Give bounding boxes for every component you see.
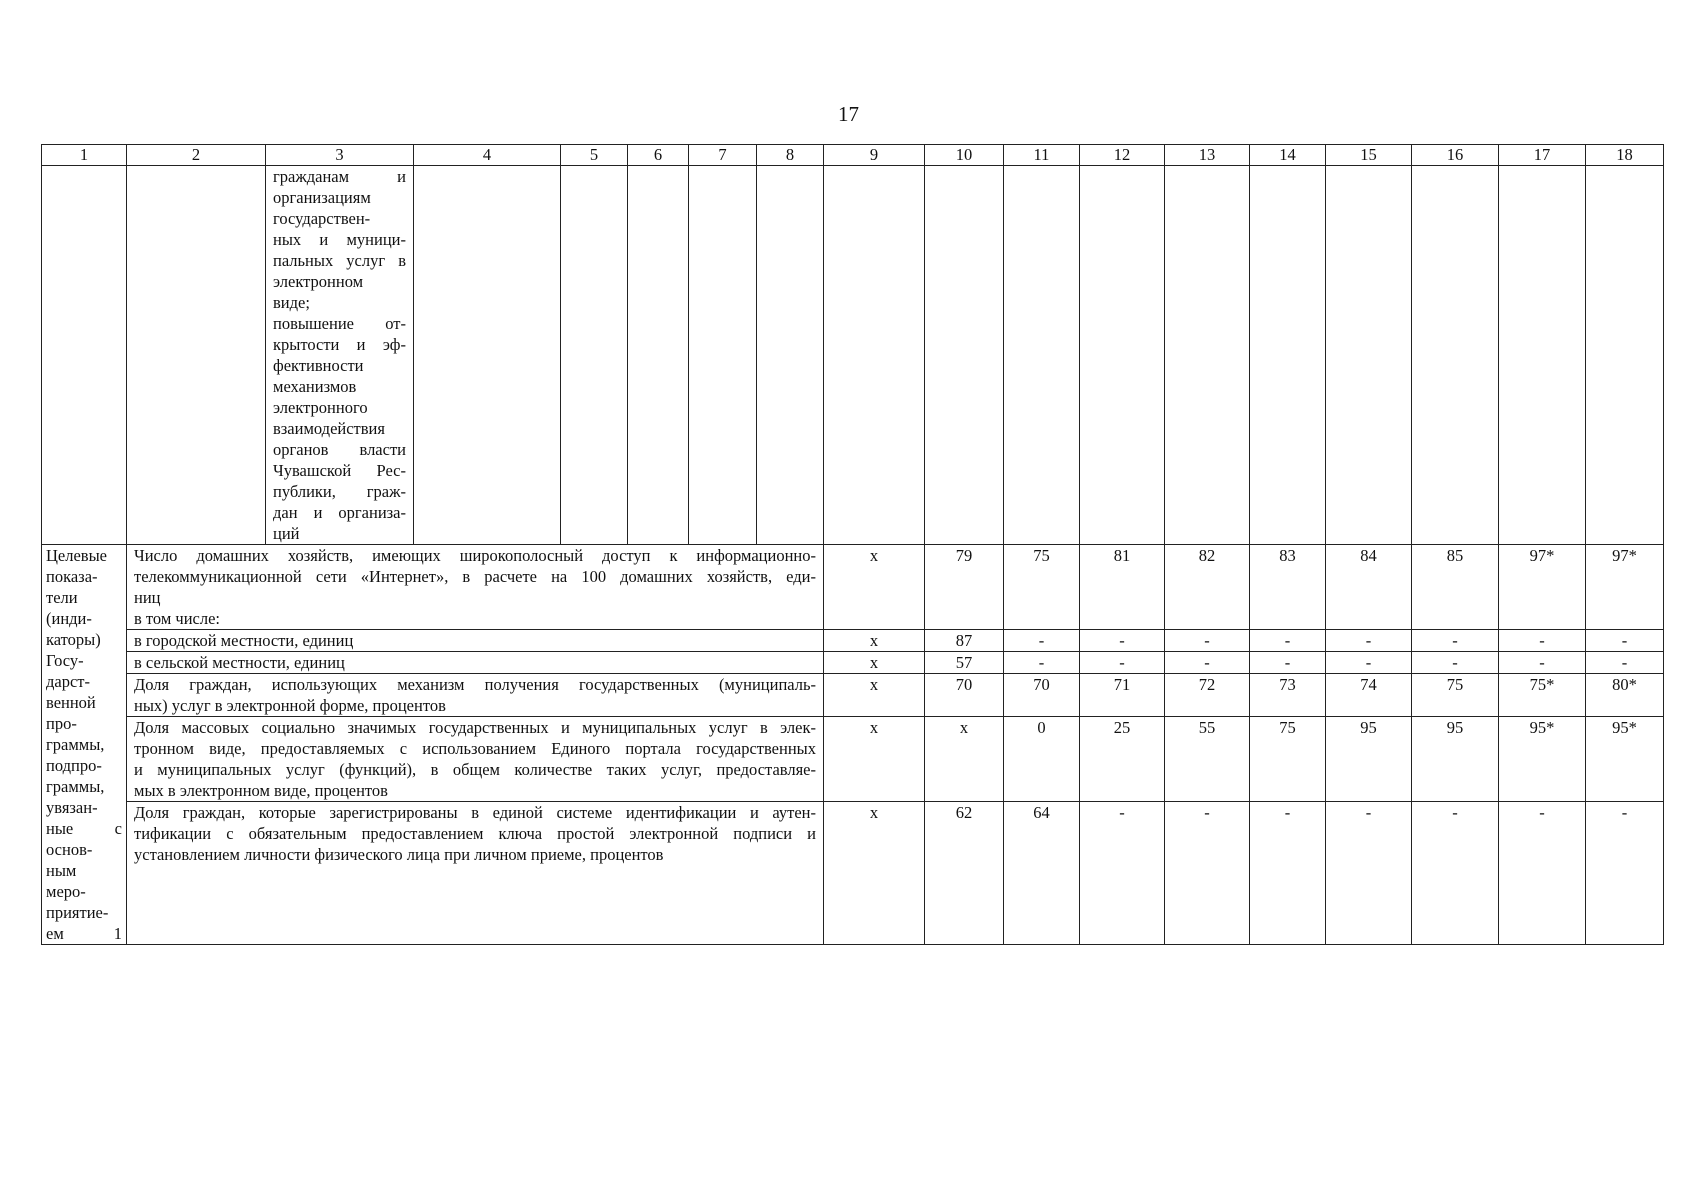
indicator-value: х — [824, 545, 925, 630]
indicator-value: 70 — [1004, 674, 1080, 717]
indicators-label-line: показа- — [46, 567, 98, 586]
indicator-description — [127, 674, 824, 717]
indicator-value: 79 — [925, 545, 1004, 630]
indicator-value: - — [1004, 652, 1080, 674]
empty-cell — [1004, 166, 1080, 545]
indicator-value: 83 — [1250, 545, 1326, 630]
continuation-row — [42, 166, 1664, 545]
page-number: 17 — [838, 102, 859, 126]
indicator-description-line: тификации с обязательным предоставлением ключа простой электронной подписи и — [134, 824, 816, 843]
indicator-value: - — [1412, 630, 1499, 652]
indicator-description — [127, 545, 824, 630]
indicator-value: 95 — [1326, 717, 1412, 802]
column-number-header: 12 — [1080, 145, 1165, 166]
goal-text-line: Чувашской Рес- — [273, 461, 406, 480]
indicator-value: - — [1326, 630, 1412, 652]
indicator-value: 25 — [1080, 717, 1165, 802]
column-number-header: 6 — [628, 145, 689, 166]
indicator-value: 82 — [1165, 545, 1250, 630]
column-number-header: 13 — [1165, 145, 1250, 166]
empty-cell — [127, 166, 266, 545]
indicator-description-line: в сельской местности, единиц — [134, 653, 345, 672]
indicator-value: - — [1250, 652, 1326, 674]
goal-text-line: электронном — [273, 272, 364, 291]
indicator-description-line: и муниципальных услуг (функций), в общем количестве таких услуг, предоставляе- — [134, 760, 816, 779]
indicator-value: 97* — [1499, 545, 1586, 630]
indicator-value: 95* — [1586, 717, 1664, 802]
indicators-label-line: ным — [46, 861, 77, 880]
indicator-value: - — [1326, 802, 1412, 945]
indicators-label-line: меро- — [46, 882, 86, 901]
indicators-label-line: тели — [46, 588, 78, 607]
indicator-value: 85 — [1412, 545, 1499, 630]
indicator-value: 71 — [1080, 674, 1165, 717]
indicator-value: - — [1586, 630, 1664, 652]
indicator-row — [42, 717, 1664, 802]
indicator-value: х — [824, 717, 925, 802]
column-number-header: 2 — [127, 145, 266, 166]
indicator-value: х — [824, 630, 925, 652]
indicator-row — [42, 652, 1664, 674]
indicator-value: 84 — [1326, 545, 1412, 630]
indicators-label-line: граммы, — [46, 777, 105, 796]
indicator-description — [127, 630, 824, 652]
column-number-header: 14 — [1250, 145, 1326, 166]
indicators-label-line: увязан- — [46, 798, 98, 817]
indicator-value: х — [824, 652, 925, 674]
indicators-label-cell — [42, 545, 127, 945]
indicator-value: 95* — [1499, 717, 1586, 802]
indicator-value: - — [1250, 630, 1326, 652]
empty-cell — [1499, 166, 1586, 545]
indicator-value: х — [925, 717, 1004, 802]
goal-text-line: организациям — [273, 188, 371, 207]
indicator-value: - — [1165, 652, 1250, 674]
indicator-value: - — [1165, 802, 1250, 945]
goal-text-line: виде; — [273, 293, 310, 312]
goal-text-line: дан и организа- — [273, 503, 406, 522]
empty-cell — [628, 166, 689, 545]
column-number-header: 11 — [1004, 145, 1080, 166]
indicator-value: 70 — [925, 674, 1004, 717]
goal-text-line: механизмов — [273, 377, 357, 396]
indicators-label-line: ем 1 — [46, 924, 122, 943]
empty-cell — [824, 166, 925, 545]
column-number-header: 1 — [42, 145, 127, 166]
indicator-value: 97* — [1586, 545, 1664, 630]
column-number-header: 10 — [925, 145, 1004, 166]
indicator-value: - — [1499, 652, 1586, 674]
indicator-row — [42, 674, 1664, 717]
goal-text-line: ных и муници- — [273, 230, 406, 249]
indicator-description-line: Доля граждан, которые зарегистрированы в единой системе идентификации и аутен- — [134, 803, 816, 822]
column-number-header: 18 — [1586, 145, 1664, 166]
indicator-value: х — [824, 802, 925, 945]
indicators-table — [41, 144, 1664, 945]
indicator-value: - — [1080, 630, 1165, 652]
goal-text-line: фективности — [273, 356, 364, 375]
indicator-description-line: Число домашних хозяйств, имеющих широкополосный доступ к информационно- — [134, 546, 816, 565]
indicator-value: 75 — [1250, 717, 1326, 802]
empty-cell — [561, 166, 628, 545]
goal-text-line: электронного — [273, 398, 368, 417]
indicators-label-line: ные с — [46, 819, 122, 838]
empty-cell — [1586, 166, 1664, 545]
indicator-value: - — [1586, 802, 1664, 945]
indicator-value: - — [1004, 630, 1080, 652]
indicator-description-line: мых в электронном виде, процентов — [134, 781, 388, 800]
indicator-description-line: Доля граждан, использующих механизм получения государственных (муниципаль- — [134, 675, 816, 694]
empty-cell — [1080, 166, 1165, 545]
indicators-label-line: дарст- — [46, 672, 90, 691]
indicator-value: - — [1412, 652, 1499, 674]
indicator-description-line: в том числе: — [134, 609, 221, 628]
indicator-description — [127, 717, 824, 802]
indicators-label-line: про- — [46, 714, 77, 733]
indicator-description-line: в городской местности, единиц — [134, 631, 354, 650]
indicator-value: - — [1250, 802, 1326, 945]
indicator-value: 73 — [1250, 674, 1326, 717]
goal-text-line: взаимодействия — [273, 419, 385, 438]
empty-cell — [1326, 166, 1412, 545]
indicator-value: 75 — [1412, 674, 1499, 717]
indicator-description-line: Доля массовых социально значимых государственных и муниципальных услуг в элек- — [134, 718, 816, 737]
column-number-header: 15 — [1326, 145, 1412, 166]
indicator-value: 72 — [1165, 674, 1250, 717]
indicators-label-line: основ- — [46, 840, 93, 859]
indicator-description-line: ных) услуг в электронной форме, процентов — [134, 696, 446, 715]
column-number-header: 9 — [824, 145, 925, 166]
goal-text-line: ций — [273, 524, 300, 543]
indicators-label-line: граммы, — [46, 735, 105, 754]
indicators-label-line: венной — [46, 693, 96, 712]
indicator-row — [42, 545, 1664, 630]
indicator-value: - — [1499, 630, 1586, 652]
goal-text-line: гражданам и — [273, 167, 406, 186]
indicator-description — [127, 802, 824, 945]
column-number-header: 4 — [414, 145, 561, 166]
goal-text-line: пальных услуг в — [273, 251, 406, 270]
indicator-value: 81 — [1080, 545, 1165, 630]
indicator-value: - — [1080, 802, 1165, 945]
empty-cell — [1412, 166, 1499, 545]
indicator-value: 55 — [1165, 717, 1250, 802]
indicators-label-line: каторы) — [46, 630, 101, 649]
indicator-description — [127, 652, 824, 674]
indicators-label-line: Госу- — [46, 651, 84, 670]
goal-text-line: органов власти — [273, 440, 406, 459]
empty-cell — [1165, 166, 1250, 545]
indicator-value: - — [1586, 652, 1664, 674]
indicator-value: - — [1326, 652, 1412, 674]
indicator-value: 57 — [925, 652, 1004, 674]
indicator-value: - — [1165, 630, 1250, 652]
indicator-value: 74 — [1326, 674, 1412, 717]
goal-text-cell — [266, 166, 414, 545]
indicators-label-line: подпро- — [46, 756, 102, 775]
goal-text-line: повышение от- — [273, 314, 406, 333]
indicator-value: 75 — [1004, 545, 1080, 630]
indicators-label-line: (инди- — [46, 609, 92, 628]
empty-cell — [414, 166, 561, 545]
indicator-value: 64 — [1004, 802, 1080, 945]
indicator-value: х — [824, 674, 925, 717]
indicator-value: - — [1412, 802, 1499, 945]
column-number-header: 16 — [1412, 145, 1499, 166]
indicators-label-line: Целевые — [46, 546, 107, 565]
indicator-row — [42, 802, 1664, 945]
empty-cell — [689, 166, 757, 545]
column-number-header: 7 — [689, 145, 757, 166]
indicator-value: - — [1499, 802, 1586, 945]
indicator-value: 75* — [1499, 674, 1586, 717]
goal-text-line: публики, граж- — [273, 482, 406, 501]
header-row — [42, 145, 1664, 166]
column-number-header: 17 — [1499, 145, 1586, 166]
goal-text-line: государствен- — [273, 209, 371, 228]
indicator-value: 95 — [1412, 717, 1499, 802]
column-number-header: 5 — [561, 145, 628, 166]
empty-cell — [1250, 166, 1326, 545]
empty-cell — [757, 166, 824, 545]
indicator-description-line: телекоммуникационной сети «Интернет», в расчете на 100 домашних хозяйств, еди- — [134, 567, 816, 586]
column-number-header: 8 — [757, 145, 824, 166]
indicator-value: 62 — [925, 802, 1004, 945]
indicator-description-line: ниц — [134, 588, 161, 607]
empty-cell — [42, 166, 127, 545]
indicator-row — [42, 630, 1664, 652]
column-number-header: 3 — [266, 145, 414, 166]
indicator-description-line: тронном виде, предоставляемых с использованием Единого портала государственных — [134, 739, 816, 758]
indicator-value: 80* — [1586, 674, 1664, 717]
indicator-value: 87 — [925, 630, 1004, 652]
indicator-value: 0 — [1004, 717, 1080, 802]
indicator-description-line: установлением личности физического лица при личном приеме, процентов — [134, 845, 664, 864]
indicators-label-line: приятие- — [46, 903, 109, 922]
indicator-value: - — [1080, 652, 1165, 674]
empty-cell — [925, 166, 1004, 545]
goal-text-line: крытости и эф- — [273, 335, 406, 354]
